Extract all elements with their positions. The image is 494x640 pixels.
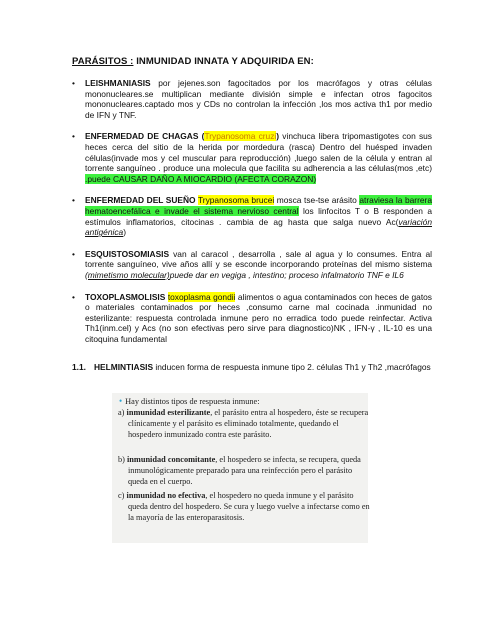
italic-term: (mimetismo molecular) bbox=[85, 269, 170, 280]
title-rest: INMUNIDAD INNATA Y ADQUIRIDA EN: bbox=[133, 56, 314, 67]
italic-text: puede dar en vegiga , intestino; proceso infalmatorio TNF e IL6 bbox=[169, 269, 404, 280]
item-heading: ENFERMEDAD DE CHAGAS bbox=[85, 131, 199, 142]
figure-entry-a bbox=[118, 408, 372, 441]
figure-entry-c bbox=[118, 491, 372, 524]
item-heading: LEISHMANIASIS bbox=[85, 78, 151, 88]
item-text: vinchuca libera tripomastigotes con sus heces cerca del sitio de la herida por mordedura (rasca) Dentro del huésped invaden células(invade mos y cel muscular para reproducción) ,luego salen de la célula y entran al torrente sanguíneo . produce una molecula que facilita su adherencia a las células(mos ,etc) bbox=[85, 131, 432, 174]
item-text: los linfocitos T o B responden a estímulos inflamatorios, citocinas . cambia de ag hasta que salga nuevo Ac( bbox=[85, 205, 432, 227]
immune-response-figure bbox=[112, 393, 368, 543]
section-heading: HELMINTIASIS bbox=[93, 362, 154, 372]
section-text: inducen forma de respuesta inmune tipo 2. células Th1 y Th2 ,macrófagos bbox=[153, 362, 431, 372]
entry-label: c) bbox=[118, 491, 125, 500]
figure-heading-text: Hay distintos tipos de respuesta inmune: bbox=[125, 397, 260, 406]
entry-term: inmunidad esterilizante bbox=[126, 408, 211, 417]
bullet-icon: • bbox=[72, 78, 75, 88]
list-item-toxoplasmosis bbox=[72, 292, 432, 345]
bullet-icon: • bbox=[119, 396, 123, 406]
bullet-icon: • bbox=[72, 131, 75, 142]
highlighted-text: .puede CAUSAR DAÑO A MIOCARDIO (AFECTA CORAZON) bbox=[85, 173, 317, 184]
bullet-icon: • bbox=[72, 248, 75, 259]
figure-entry-b bbox=[118, 455, 372, 488]
title-underlined: PARÁSITOS : bbox=[72, 56, 134, 67]
list-item-leishmaniasis bbox=[72, 78, 432, 120]
organism-name: Trypanosoma brucei bbox=[197, 195, 275, 206]
item-heading: ESQUISTOSOMIASIS bbox=[85, 248, 170, 259]
item-text: alimentos o agua contaminados con heces de gatos o materiales contaminados por heces ,consumo carne mal cocinada .inmunidad no esterilizante: respuesta controlada inmune pero no erradica todo puede reinfectar. Activa Th1(inm.cel) y Acs (no son efectivas pero sirve para diagnostico)NK , IFN-γ , IL-10 es una citoquina fundamental bbox=[85, 291, 432, 344]
list-item-chagas bbox=[72, 131, 432, 184]
entry-term: inmunidad concomitante bbox=[127, 455, 216, 464]
section-helminthiasis bbox=[72, 362, 432, 373]
page-title bbox=[72, 56, 314, 67]
paren: ( bbox=[198, 131, 205, 142]
figure-heading bbox=[119, 396, 260, 408]
entry-term: inmunidad no efectiva bbox=[126, 491, 206, 500]
item-text: por jejenes.son fagocitados por los macrófagos y otras células mononucleares.se multiplican mediante división simple e infectan otros fagocitos mononucleares.captado mos y CDs no controlan la infección ,los mos activa th1 por medio de IFN y TNF. bbox=[85, 78, 432, 120]
bullet-icon: • bbox=[72, 291, 75, 302]
item-heading: ENFERMEDAD DEL SUEÑO bbox=[85, 195, 196, 206]
entry-label: b) bbox=[118, 455, 125, 464]
entry-label: a) bbox=[118, 408, 125, 417]
item-text: van al caracol , desarrolla , sale al agua y lo consumes. Entra al torrente sanguíneo, vive años allí y se esconde incorporando proteínas del mismo sistema bbox=[85, 248, 432, 270]
parasite-list bbox=[72, 78, 432, 355]
bullet-icon: • bbox=[72, 195, 75, 206]
item-heading: TOXOPLASMOLISIS bbox=[85, 291, 166, 302]
list-item-schistosomiasis bbox=[72, 249, 432, 281]
item-text: ) bbox=[123, 227, 126, 238]
list-item-sleeping-sickness bbox=[72, 195, 432, 237]
item-text: mosca tse-tse arásito bbox=[274, 195, 360, 206]
entry-text: , el hospedero se infecta, se recupera, queda inmunológicamente preparado para una reinfección pero el parásito queda en el cuerpo. bbox=[128, 455, 361, 486]
paren: ) bbox=[276, 131, 280, 142]
entry-text: , el hospedero no queda inmune y el parásito queda dentro del hospedero. Se cura y luego vuelve a infectarse como en la mayoría de las enteroparasitosis. bbox=[128, 491, 370, 522]
section-number: 1.1. bbox=[72, 362, 86, 372]
entry-text: , el parásito entra al hospedero, éste se recupera clínicamente y el parásito es eliminado totalmente, quedando el hospedero inmunizado contra este parásito. bbox=[128, 408, 369, 439]
organism-name: Trypanosoma cruzi bbox=[204, 131, 277, 142]
highlighted-text: atraviesa la barrera hematoencefálica e invade el sistema nervioso central bbox=[85, 195, 432, 216]
italic-term: variación antigénica bbox=[85, 216, 432, 238]
organism-name: toxoplasma gondii bbox=[167, 291, 236, 302]
